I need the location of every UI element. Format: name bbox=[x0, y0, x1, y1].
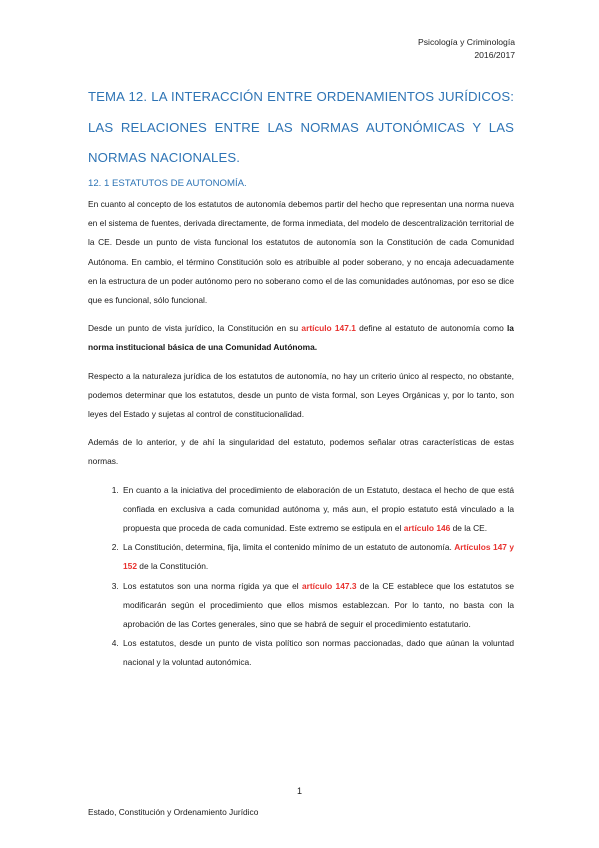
document-body bbox=[88, 195, 514, 673]
list-item-text: Los estatutos, desde un punto de vista político son normas paccionadas, dado que aúnan la voluntad nacional y la voluntad autonómica. bbox=[123, 638, 514, 668]
paragraph-characteristics: Además de lo anterior, y de ahí la singularidad del estatuto, podemos señalar otras características de estas normas. bbox=[88, 437, 514, 467]
title-line-2: LAS RELACIONES ENTRE LAS NORMAS AUTONÓMICAS Y LAS bbox=[88, 119, 514, 135]
paragraph-text: define al estatuto de autonomía como bbox=[355, 323, 507, 334]
article-reference: Artículos 147 y 152 bbox=[123, 542, 514, 572]
header-course: Psicología y Criminología bbox=[418, 37, 515, 47]
list-item-text: de la CE. bbox=[450, 523, 488, 534]
characteristics-list bbox=[88, 481, 514, 673]
section-heading: 12. 1 ESTATUTOS DE AUTONOMÍA. bbox=[88, 178, 247, 189]
article-reference: artículo 147.1 bbox=[301, 323, 356, 334]
page-header bbox=[418, 36, 515, 61]
list-item bbox=[121, 634, 514, 672]
list-item bbox=[121, 538, 514, 576]
list-item-text: Los estatutos son una norma rígida ya que el bbox=[123, 580, 302, 591]
title-line-1: TEMA 12. LA INTERACCIÓN ENTRE ORDENAMIENTOS JURÍDICOS: bbox=[88, 89, 514, 104]
list-item bbox=[121, 577, 514, 635]
list-item-text: de la CE establece que los estatutos se modificarán según el procedimiento que ellos mismos establezcan. Por lo tanto, no basta con la aprobación de las Cortes generales, sino que se habrá de seguir el procedimiento estatutario. bbox=[123, 580, 514, 630]
list-item-text: En cuanto a la iniciativa del procedimiento de elaboración de un Estatuto, destaca el hecho de que está confiada en exclusiva a cada comunidad autónoma y, más aun, el propio estatuto está vinculado a la propuesta que proceda de cada comunidad. Este extremo se estipula en el bbox=[123, 484, 514, 534]
paragraph-text: Desde un punto de vista jurídico, la Constitución en su bbox=[88, 323, 302, 334]
title-line-3: NORMAS NACIONALES. bbox=[88, 150, 241, 165]
paragraph-concept: En cuanto al concepto de los estatutos de autonomía debemos partir del hecho que representan una norma nueva en el sistema de fuentes, derivada directamente, de forma inmediata, del modelo de descentralización territorial de la CE. Desde un punto de vista funcional los estatutos de autonomía son la Constitución de cada Comunidad Autónoma. En cambio, el término Constitución solo es atribuible al poder soberano, y no encaja adecuadamente en la estructura de un poder autónomo pero no soberano como el de las comunidades autónomas, por eso se dice que es funcional, sólo funcional. bbox=[88, 199, 515, 306]
page-number: 1 bbox=[297, 786, 303, 796]
article-reference: artículo 146 bbox=[403, 523, 451, 534]
list-item-text: de la Constitución. bbox=[136, 561, 209, 572]
page-footer: Estado, Constitución y Ordenamiento Jurídico bbox=[88, 807, 259, 817]
bold-definition: la norma institucional básica de una Comunidad Autónoma. bbox=[88, 323, 514, 353]
list-item-text: La Constitución, determina, fija, limita el contenido mínimo de un estatuto de autonomía. bbox=[123, 542, 455, 553]
header-year: 2016/2017 bbox=[474, 49, 515, 60]
paragraph-legal-view bbox=[88, 319, 514, 357]
list-item bbox=[121, 481, 514, 539]
document-title bbox=[88, 82, 514, 174]
paragraph-nature: Respecto a la naturaleza jurídica de los estatutos de autonomía, no hay un criterio único al respecto, no obstante, podemos determinar que los estatutos, desde un punto de vista formal, son Leyes Orgánicas y, por lo tanto, son leyes del Estado y sujetas al control de constitucionalidad. bbox=[88, 370, 514, 420]
article-reference: artículo 147.3 bbox=[301, 580, 357, 591]
